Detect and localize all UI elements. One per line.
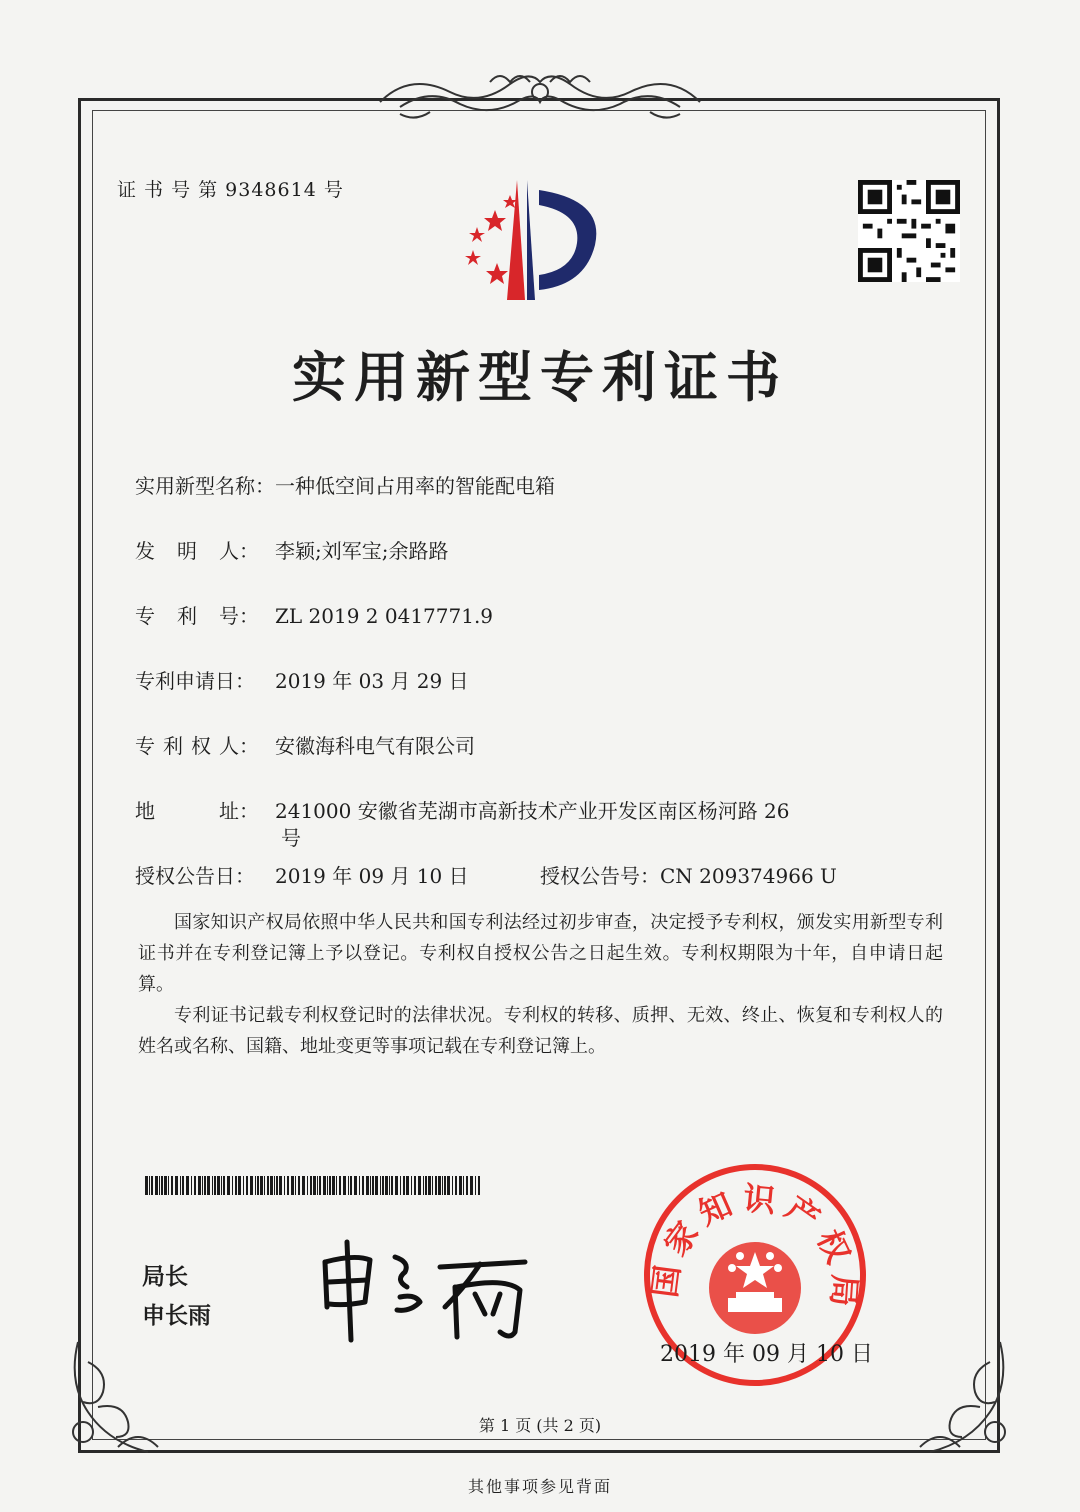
- national-emblem-icon: [709, 1242, 801, 1334]
- patent-office-emblem: [455, 175, 625, 305]
- grant-date-row: [135, 860, 469, 889]
- patent-number-label: 专 利 号：: [135, 604, 259, 628]
- grant-number-label: 授权公告号：: [540, 864, 660, 888]
- footer-note: 其他事项参见背面: [467, 1477, 612, 1496]
- page-number: 第 1 页 (共 2 页): [478, 1416, 602, 1435]
- qr-code: [858, 180, 960, 282]
- patentee-row: [135, 730, 475, 759]
- statement-paragraph-1: 国家知识产权局依照中华人民共和国专利法经过初步审查，决定授予专利权，颁发实用新型专利证书并在专利登记簿上予以登记。专利权自授权公告之日起生效。专利权期限为十年，自申请日起算。: [138, 912, 943, 995]
- director-title: 局长: [142, 1264, 188, 1290]
- inventor-row: [135, 535, 448, 564]
- application-date-row: [135, 665, 469, 694]
- top-ornament: [370, 62, 710, 130]
- certificate-title: 实用新型专利证书: [292, 346, 788, 409]
- inventor-value: 李颖;刘军宝;余路路: [275, 539, 449, 563]
- grant-number-value: CN 209374966 U: [660, 864, 837, 888]
- barcode: [145, 1176, 480, 1195]
- address-value-line2: 号: [281, 826, 301, 850]
- bottom-right-ornament: [900, 1332, 1020, 1472]
- patentee-value: 安徽海科电气有限公司: [275, 734, 475, 758]
- bottom-left-ornament: [58, 1332, 178, 1472]
- grant-date-label: 授权公告日：: [135, 864, 255, 888]
- patent-number-value: ZL 2019 2 0417771.9: [275, 604, 494, 628]
- address-value-line1: 241000 安徽省芜湖市高新技术产业开发区南区杨河路 26: [275, 799, 790, 823]
- application-date-label: 专利申请日：: [135, 669, 255, 693]
- application-date-value: 2019 年 03 月 29 日: [275, 669, 469, 693]
- patentee-label: 专 利 权 人：: [135, 734, 259, 758]
- address-label: 地 址：: [135, 799, 259, 823]
- utility-model-name-row: [135, 470, 555, 499]
- certificate-number: 证 书 号 第 9348614 号: [117, 179, 344, 201]
- utility-model-name-value: 一种低空间占用率的智能配电箱: [275, 474, 555, 498]
- utility-model-name-label: 实用新型名称：: [135, 474, 275, 498]
- handwritten-signature: [315, 1232, 550, 1347]
- director-name: 申长雨: [142, 1303, 211, 1329]
- statement-text: [138, 907, 943, 1062]
- seal-text: 国家知识产权局: [645, 1179, 865, 1316]
- statement-paragraph-2: 专利证书记载专利权登记时的法律状况。专利权的转移、质押、无效、终止、恢复和专利权人的姓名或名称、国籍、地址变更等事项记载在专利登记簿上。: [138, 1005, 943, 1057]
- address-row: [135, 795, 790, 824]
- inventor-label: 发 明 人：: [135, 539, 259, 563]
- grant-number-row: [540, 860, 837, 889]
- seal-date: 2019 年 09 月 10 日: [660, 1342, 873, 1367]
- patent-number-row: [135, 600, 493, 629]
- grant-date-value: 2019 年 09 月 10 日: [275, 864, 469, 888]
